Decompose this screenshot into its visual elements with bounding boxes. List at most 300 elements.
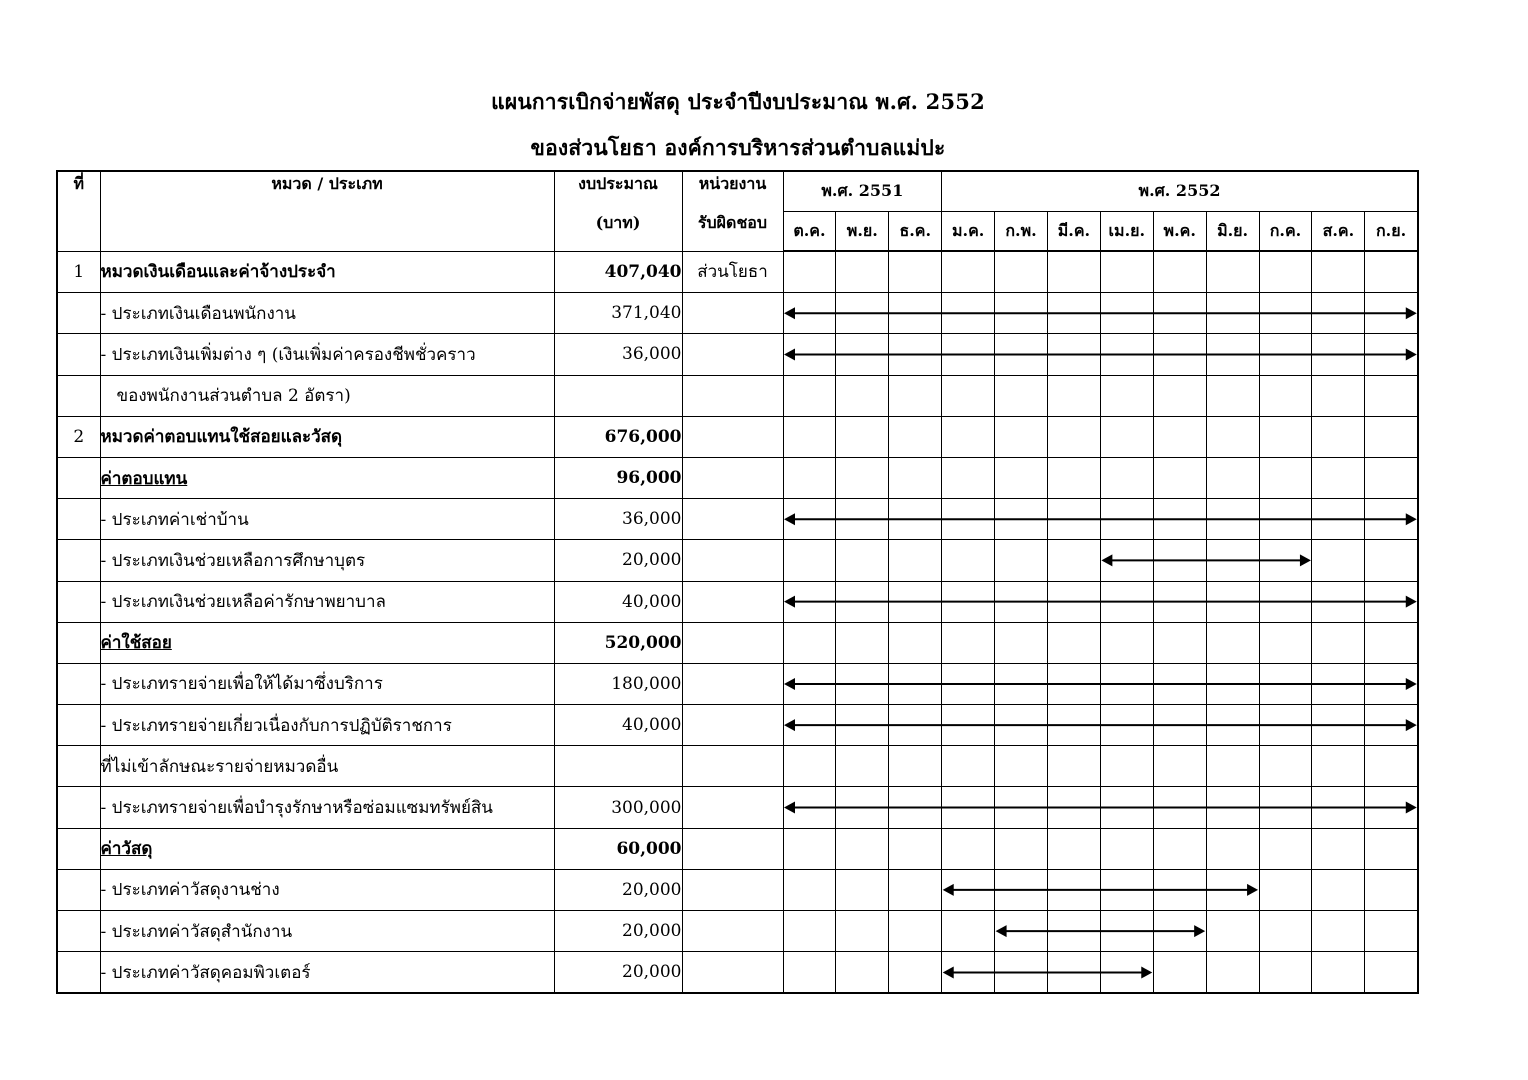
row-number (57, 334, 100, 375)
month-cell (1312, 375, 1365, 416)
row-responsible-unit (682, 540, 783, 581)
month-cell (783, 787, 836, 828)
month-cell (995, 663, 1048, 704)
month-cell (1365, 499, 1418, 540)
month-cell (836, 375, 889, 416)
row-responsible-unit (682, 334, 783, 375)
row-number (57, 540, 100, 581)
month-cell (942, 705, 995, 746)
month-cell (1259, 334, 1312, 375)
month-cell (1100, 499, 1153, 540)
month-cell (1206, 540, 1259, 581)
row-responsible-unit (682, 869, 783, 910)
month-cell (995, 869, 1048, 910)
month-cell (1259, 622, 1312, 663)
month-cell (1153, 663, 1206, 704)
row-responsible-unit (682, 457, 783, 498)
header-month: เม.ย. (1100, 212, 1153, 252)
row-category (100, 705, 554, 746)
month-cell (1153, 828, 1206, 869)
month-cell (1365, 869, 1418, 910)
header-month: ธ.ค. (889, 212, 942, 252)
month-cell (1047, 293, 1100, 334)
row-responsible-unit (682, 499, 783, 540)
row-responsible-unit: ส่วนโยธา (682, 251, 783, 293)
month-cell (783, 663, 836, 704)
row-category (100, 622, 554, 663)
row-category-text: - ประเภทรายจ่ายเกี่ยวเนื่องกับการปฏิบัติราชการ (100, 715, 452, 736)
month-cell (889, 952, 942, 994)
month-cell (1153, 581, 1206, 622)
month-cell (1100, 457, 1153, 498)
month-cell (1259, 499, 1312, 540)
month-cell (1100, 663, 1153, 704)
month-cell (1153, 869, 1206, 910)
month-cell (995, 581, 1048, 622)
month-cell (1365, 293, 1418, 334)
month-cell (1153, 293, 1206, 334)
table-row (57, 705, 1418, 746)
month-cell (1365, 787, 1418, 828)
month-cell (836, 705, 889, 746)
header-year-2552: พ.ศ. 2552 (942, 171, 1418, 212)
row-budget: 60,000 (554, 828, 682, 869)
header-month: ก.ย. (1365, 212, 1418, 252)
month-cell (1259, 375, 1312, 416)
month-cell (1365, 375, 1418, 416)
row-number (57, 375, 100, 416)
month-cell (995, 911, 1048, 952)
row-budget: 407,040 (554, 251, 682, 293)
month-cell (1206, 622, 1259, 663)
month-cell (995, 334, 1048, 375)
month-cell (1259, 416, 1312, 457)
month-cell (995, 416, 1048, 457)
table-row (57, 952, 1418, 994)
month-cell (942, 375, 995, 416)
row-budget (554, 375, 682, 416)
month-cell (783, 746, 836, 787)
month-cell (1206, 705, 1259, 746)
month-cell (1365, 416, 1418, 457)
header-month: ก.พ. (995, 212, 1048, 252)
header-month: มี.ค. (1047, 212, 1100, 252)
month-cell (889, 375, 942, 416)
header-month: ม.ค. (942, 212, 995, 252)
row-category (100, 416, 554, 457)
month-cell (1312, 540, 1365, 581)
month-cell (1259, 663, 1312, 704)
month-cell (889, 540, 942, 581)
month-cell (1365, 581, 1418, 622)
month-cell (836, 334, 889, 375)
month-cell (836, 787, 889, 828)
month-cell (1153, 334, 1206, 375)
table-row (57, 499, 1418, 540)
month-cell (1312, 705, 1365, 746)
month-cell (942, 869, 995, 910)
row-category (100, 869, 554, 910)
row-number (57, 622, 100, 663)
row-category (100, 746, 554, 787)
month-cell (1206, 457, 1259, 498)
month-cell (836, 911, 889, 952)
month-cell (783, 828, 836, 869)
row-responsible-unit (682, 911, 783, 952)
row-responsible-unit (682, 663, 783, 704)
month-cell (783, 622, 836, 663)
row-responsible-unit (682, 705, 783, 746)
month-cell (1100, 416, 1153, 457)
row-category (100, 334, 554, 375)
month-cell (1259, 581, 1312, 622)
row-category-text: - ประเภทค่าวัสดุคอมพิวเตอร์ (100, 962, 311, 983)
month-cell (1047, 251, 1100, 293)
row-responsible-unit (682, 952, 783, 994)
month-cell (1047, 416, 1100, 457)
month-cell (942, 663, 995, 704)
table-row (57, 622, 1418, 663)
row-category (100, 293, 554, 334)
month-cell (1047, 540, 1100, 581)
month-cell (1365, 952, 1418, 994)
month-cell (942, 457, 995, 498)
row-budget: 40,000 (554, 705, 682, 746)
month-cell (889, 663, 942, 704)
month-cell (1047, 457, 1100, 498)
month-cell (889, 705, 942, 746)
month-cell (1365, 251, 1418, 293)
header-month: พ.ย. (836, 212, 889, 252)
header-budget (554, 171, 682, 251)
month-cell (1100, 540, 1153, 581)
month-cell (1047, 746, 1100, 787)
header-unit (682, 171, 783, 251)
table-row (57, 251, 1418, 293)
month-cell (836, 952, 889, 994)
month-cell (1365, 828, 1418, 869)
month-cell (1206, 416, 1259, 457)
month-cell (1047, 663, 1100, 704)
month-cell (1100, 581, 1153, 622)
row-category (100, 499, 554, 540)
month-cell (836, 622, 889, 663)
header-month: ต.ค. (783, 212, 836, 252)
row-responsible-unit (682, 581, 783, 622)
row-category-text: - ประเภทเงินเดือนพนักงาน (100, 303, 296, 324)
month-cell (1100, 952, 1153, 994)
month-cell (995, 952, 1048, 994)
month-cell (783, 457, 836, 498)
month-cell (995, 705, 1048, 746)
month-cell (889, 416, 942, 457)
month-cell (1206, 581, 1259, 622)
month-cell (1312, 581, 1365, 622)
month-cell (783, 499, 836, 540)
header-year-2551: พ.ศ. 2551 (783, 171, 942, 212)
month-cell (1206, 869, 1259, 910)
month-cell (889, 869, 942, 910)
table-row (57, 581, 1418, 622)
month-cell (1153, 952, 1206, 994)
row-number (57, 293, 100, 334)
month-cell (1259, 457, 1312, 498)
month-cell (836, 293, 889, 334)
row-category (100, 251, 554, 293)
row-category-text: หมวดค่าตอบแทนใช้สอยและวัสดุ (100, 427, 343, 448)
month-cell (1100, 622, 1153, 663)
month-cell (836, 746, 889, 787)
table-row (57, 663, 1418, 704)
month-cell (1206, 911, 1259, 952)
month-cell (1259, 540, 1312, 581)
row-number (57, 581, 100, 622)
month-cell (1312, 457, 1365, 498)
row-category-text: ที่ไม่เข้าลักษณะรายจ่ายหมวดอื่น (100, 756, 339, 777)
row-responsible-unit (682, 787, 783, 828)
month-cell (1365, 911, 1418, 952)
row-responsible-unit (682, 416, 783, 457)
header-month: ส.ค. (1312, 212, 1365, 252)
row-number (57, 952, 100, 994)
row-number (57, 869, 100, 910)
month-cell (942, 911, 995, 952)
row-number: 2 (57, 416, 100, 457)
month-cell (889, 581, 942, 622)
row-category-text: - ประเภทรายจ่ายเพื่อบำรุงรักษาหรือซ่อมแซมทรัพย์สิน (100, 798, 493, 819)
header-month: พ.ค. (1153, 212, 1206, 252)
month-cell (1206, 251, 1259, 293)
month-cell (783, 293, 836, 334)
row-category-text: - ประเภทค่าวัสดุสำนักงาน (100, 921, 293, 942)
row-category (100, 540, 554, 581)
month-cell (1047, 828, 1100, 869)
row-category-text: - ประเภทเงินช่วยเหลือค่ารักษาพยาบาล (100, 592, 386, 613)
month-cell (1100, 334, 1153, 375)
month-cell (1047, 581, 1100, 622)
row-budget: 371,040 (554, 293, 682, 334)
month-cell (1312, 828, 1365, 869)
month-cell (995, 828, 1048, 869)
month-cell (889, 251, 942, 293)
month-cell (836, 869, 889, 910)
month-cell (1312, 746, 1365, 787)
month-cell (1312, 334, 1365, 375)
table-row (57, 746, 1418, 787)
month-cell (889, 911, 942, 952)
month-cell (889, 499, 942, 540)
row-category-text: ค่าวัสดุ (100, 839, 153, 860)
month-cell (1153, 622, 1206, 663)
month-cell (995, 499, 1048, 540)
month-cell (1153, 911, 1206, 952)
month-cell (942, 293, 995, 334)
month-cell (995, 622, 1048, 663)
month-cell (1312, 663, 1365, 704)
month-cell (1365, 663, 1418, 704)
month-cell (942, 581, 995, 622)
header-unit-line1: หน่วยงาน (698, 174, 767, 193)
row-responsible-unit (682, 746, 783, 787)
month-cell (1259, 787, 1312, 828)
month-cell (1312, 416, 1365, 457)
row-category (100, 952, 554, 994)
month-cell (942, 828, 995, 869)
table-row (57, 293, 1418, 334)
header-month: ก.ค. (1259, 212, 1312, 252)
row-budget: 20,000 (554, 869, 682, 910)
month-cell (1100, 869, 1153, 910)
row-category (100, 375, 554, 416)
month-cell (889, 457, 942, 498)
table-row (57, 375, 1418, 416)
month-cell (1047, 869, 1100, 910)
row-category-text: - ประเภทเงินเพิ่มต่าง ๆ (เงินเพิ่มค่าครองชีพชั่วคราว (100, 344, 476, 365)
month-cell (1206, 787, 1259, 828)
header-month: มิ.ย. (1206, 212, 1259, 252)
row-budget: 520,000 (554, 622, 682, 663)
month-cell (1259, 746, 1312, 787)
month-cell (995, 746, 1048, 787)
month-cell (1047, 334, 1100, 375)
month-cell (836, 499, 889, 540)
row-category-text: - ประเภทรายจ่ายเพื่อให้ได้มาซึ่งบริการ (100, 674, 383, 695)
month-cell (1259, 952, 1312, 994)
row-budget: 40,000 (554, 581, 682, 622)
row-budget: 20,000 (554, 911, 682, 952)
row-category (100, 457, 554, 498)
row-budget: 36,000 (554, 334, 682, 375)
month-cell (1365, 540, 1418, 581)
row-number (57, 705, 100, 746)
table-row (57, 416, 1418, 457)
row-category-text: ค่าตอบแทน (100, 468, 188, 489)
month-cell (1312, 622, 1365, 663)
month-cell (1206, 663, 1259, 704)
month-cell (1259, 911, 1312, 952)
row-budget: 20,000 (554, 540, 682, 581)
table-row (57, 911, 1418, 952)
month-cell (889, 828, 942, 869)
table-row (57, 828, 1418, 869)
month-cell (1153, 375, 1206, 416)
row-category-text: - ประเภทค่าเช่าบ้าน (100, 509, 249, 530)
month-cell (889, 293, 942, 334)
month-cell (942, 622, 995, 663)
document-title: แผนการเบิกจ่ายพัสดุ ประจำปีงบประมาณ พ.ศ. 2552 (491, 89, 985, 114)
month-cell (1047, 787, 1100, 828)
month-cell (783, 581, 836, 622)
header-category: หมวด / ประเภท (100, 171, 554, 251)
month-cell (942, 952, 995, 994)
month-cell (1153, 457, 1206, 498)
month-cell (836, 416, 889, 457)
month-cell (1100, 911, 1153, 952)
row-budget: 36,000 (554, 499, 682, 540)
month-cell (1259, 293, 1312, 334)
month-cell (1365, 334, 1418, 375)
row-category-text: หมวดเงินเดือนและค่าจ้างประจำ (100, 262, 336, 283)
month-cell (1153, 787, 1206, 828)
row-responsible-unit (682, 622, 783, 663)
month-cell (995, 457, 1048, 498)
month-cell (1047, 952, 1100, 994)
month-cell (1153, 705, 1206, 746)
month-cell (942, 787, 995, 828)
row-number (57, 746, 100, 787)
row-category-text: - ประเภทค่าวัสดุงานช่าง (100, 880, 280, 901)
month-cell (889, 334, 942, 375)
row-number (57, 787, 100, 828)
row-category (100, 663, 554, 704)
month-cell (1312, 787, 1365, 828)
month-cell (1153, 416, 1206, 457)
month-cell (1100, 375, 1153, 416)
month-cell (1206, 746, 1259, 787)
table-row (57, 869, 1418, 910)
row-category (100, 787, 554, 828)
month-cell (1047, 622, 1100, 663)
month-cell (836, 828, 889, 869)
month-cell (1047, 705, 1100, 746)
row-responsible-unit (682, 828, 783, 869)
month-cell (783, 952, 836, 994)
row-category (100, 581, 554, 622)
document-subtitle: ของส่วนโยธา องค์การบริหารส่วนตำบลแม่ปะ (530, 135, 946, 160)
header-no: ที่ (57, 171, 100, 251)
month-cell (942, 416, 995, 457)
month-cell (783, 416, 836, 457)
row-budget (554, 746, 682, 787)
header-unit-line2: รับผิดชอบ (697, 213, 768, 232)
month-cell (1259, 828, 1312, 869)
month-cell (783, 911, 836, 952)
row-number (57, 911, 100, 952)
month-cell (1153, 540, 1206, 581)
month-cell (1100, 787, 1153, 828)
month-cell (836, 581, 889, 622)
row-number: 1 (57, 251, 100, 293)
month-cell (1047, 375, 1100, 416)
month-cell (942, 540, 995, 581)
month-cell (1153, 251, 1206, 293)
month-cell (1100, 251, 1153, 293)
header-budget-line2: (บาท) (595, 213, 641, 232)
table-row (57, 540, 1418, 581)
row-budget: 300,000 (554, 787, 682, 828)
table-row (57, 787, 1418, 828)
month-cell (836, 457, 889, 498)
row-budget: 180,000 (554, 663, 682, 704)
month-cell (995, 787, 1048, 828)
row-budget: 20,000 (554, 952, 682, 994)
row-category (100, 911, 554, 952)
month-cell (1206, 334, 1259, 375)
month-cell (1047, 499, 1100, 540)
table-row (57, 457, 1418, 498)
month-cell (1206, 499, 1259, 540)
month-cell (1365, 705, 1418, 746)
row-budget: 96,000 (554, 457, 682, 498)
row-number (57, 499, 100, 540)
row-category-text: - ประเภทเงินช่วยเหลือการศึกษาบุตร (100, 550, 366, 571)
month-cell (1312, 293, 1365, 334)
month-cell (942, 334, 995, 375)
month-cell (1206, 375, 1259, 416)
month-cell (1100, 293, 1153, 334)
month-cell (1047, 911, 1100, 952)
row-category-text: ค่าใช้สอย (100, 633, 172, 654)
